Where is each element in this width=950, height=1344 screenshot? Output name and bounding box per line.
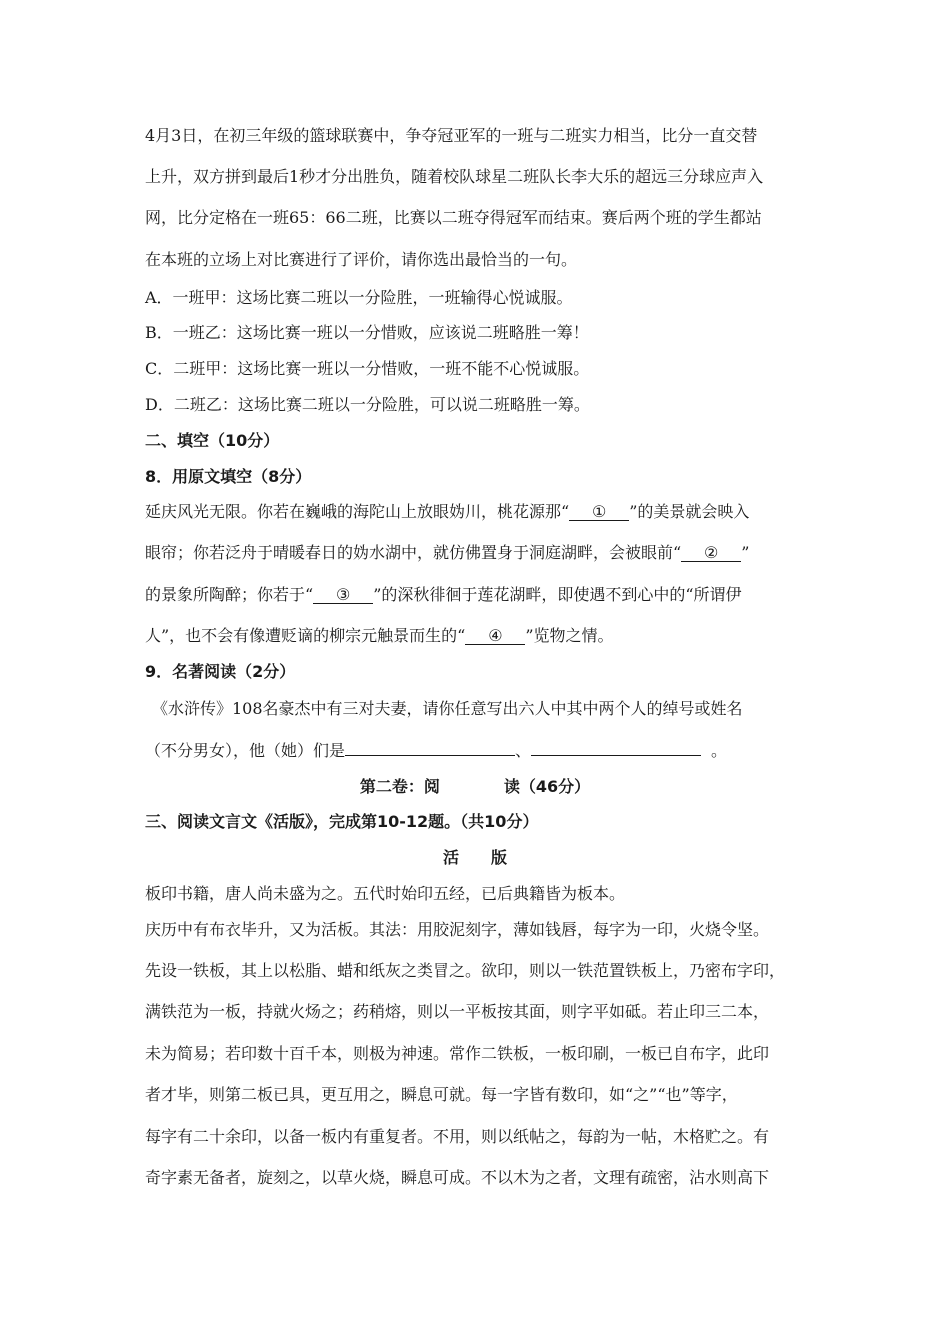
intro-line: 上升，双方拼到最后1秒才分出胜负，随着校队球星二班队长李大乐的超远三分球应声入 [145, 167, 764, 186]
q8-blank-3: ③ [313, 587, 373, 604]
q8-line-3 [145, 585, 742, 605]
q9-text: （不分男女），他（她）们是 [145, 741, 346, 760]
q9-answer-blank-2[interactable] [531, 755, 701, 756]
q9-separator: 、 [515, 741, 532, 760]
passage-title: 活 版 [442, 848, 507, 867]
q9-end: 。 [711, 741, 728, 760]
intro-line: 在本班的立场上对比赛进行了评价，请你选出最恰当的一句。 [145, 250, 578, 269]
passage-line: 者才毕，则第二板已具，更互用之，瞬息可就。每一字皆有数印，如“之”“也”等字， [145, 1085, 738, 1104]
option-d: D．二班乙：这场比赛二班以一分险胜，可以说二班略胜一筹。 [145, 395, 590, 414]
q8-text: 的景象所陶醉；你若于“ [145, 585, 314, 604]
q8-text: 延庆风光无限。你若在巍峨的海陀山上放眼妫川，桃花源那“ [145, 502, 570, 521]
passage-line: 未为简易；若印数十百千本，则极为神速。常作二铁板，一板印刷，一板已自布字，此印 [145, 1044, 770, 1063]
q8-text: ”览物之情。 [525, 626, 614, 645]
q8-blank-2: ② [681, 545, 741, 562]
option-c: C．二班甲：这场比赛一班以一分惜败，一班不能不心悦诚服。 [145, 359, 590, 378]
section2-heading: 二、填空（10分） [145, 431, 280, 450]
passage-line: 每字有二十余印，以备一板内有重复者。不用，则以纸帖之，每韵为一帖，木格贮之。有 [145, 1127, 770, 1146]
q8-line-1 [145, 502, 749, 522]
q8-text: 人”，也不会有像遭贬谪的柳宗元触景而生的“ [145, 626, 466, 645]
q9-answer-blank-1[interactable] [345, 755, 515, 756]
passage-line: 先设一铁板，其上以松脂、蜡和纸灰之类冒之。欲印，则以一铁范置铁板上，乃密布字印， [145, 961, 786, 980]
q9-heading: 9．名著阅读（2分） [145, 662, 296, 681]
q9-line-2 [145, 741, 727, 761]
section3-heading: 三、阅读文言文《活版》，完成第10-12题。（共10分） [145, 812, 539, 831]
q8-blank-1: ① [569, 504, 629, 521]
option-b: B．一班乙：这场比赛一班以一分惜败，应该说二班略胜一筹！ [145, 323, 589, 342]
passage-line: 满铁范为一板，持就火炀之；药稍熔，则以一平板按其面，则字平如砥。若止印三二本， [145, 1002, 770, 1021]
intro-line: 网，比分定格在一班65：66二班，比赛以二班夺得冠军而结束。赛后两个班的学生都站 [145, 208, 762, 227]
passage-line: 庆历中有布衣毕升，又为活板。其法：用胶泥刻字，薄如钱唇，每字为一印，火烧令坚。 [145, 920, 770, 939]
q8-heading: 8．用原文填空（8分） [145, 467, 312, 486]
q9-line-1: 《水浒传》108名豪杰中有三对夫妻，请你任意写出六人中其中两个人的绰号或姓名 [152, 699, 743, 718]
intro-line: 4月3日，在初三年级的篮球联赛中，争夺冠亚军的一班与二班实力相当，比分一直交替 [145, 126, 758, 145]
q8-text: ”的美景就会映入 [629, 502, 750, 521]
q8-text: ” [741, 543, 750, 562]
option-a: A．一班甲：这场比赛二班以一分险胜，一班输得心悦诚服。 [145, 288, 573, 307]
passage-line: 板印书籍，唐人尚未盛为之。五代时始印五经，已后典籍皆为板本。 [145, 884, 626, 903]
q8-text: 眼帘；你若泛舟于晴暖春日的妫水湖中，就仿佛置身于洞庭湖畔，会被眼前“ [145, 543, 682, 562]
q8-blank-4: ④ [465, 628, 525, 645]
passage-line: 奇字素无备者，旋刻之，以草火烧，瞬息可成。不以木为之者，文理有疏密，沾水则高下 [145, 1168, 770, 1187]
q8-text: ”的深秋徘徊于莲花湖畔，即使遇不到心中的“所谓伊 [373, 585, 742, 604]
q8-line-4 [145, 626, 614, 646]
q8-line-2 [145, 543, 749, 563]
part2-title: 第二卷：阅 读（46分） [359, 777, 591, 796]
